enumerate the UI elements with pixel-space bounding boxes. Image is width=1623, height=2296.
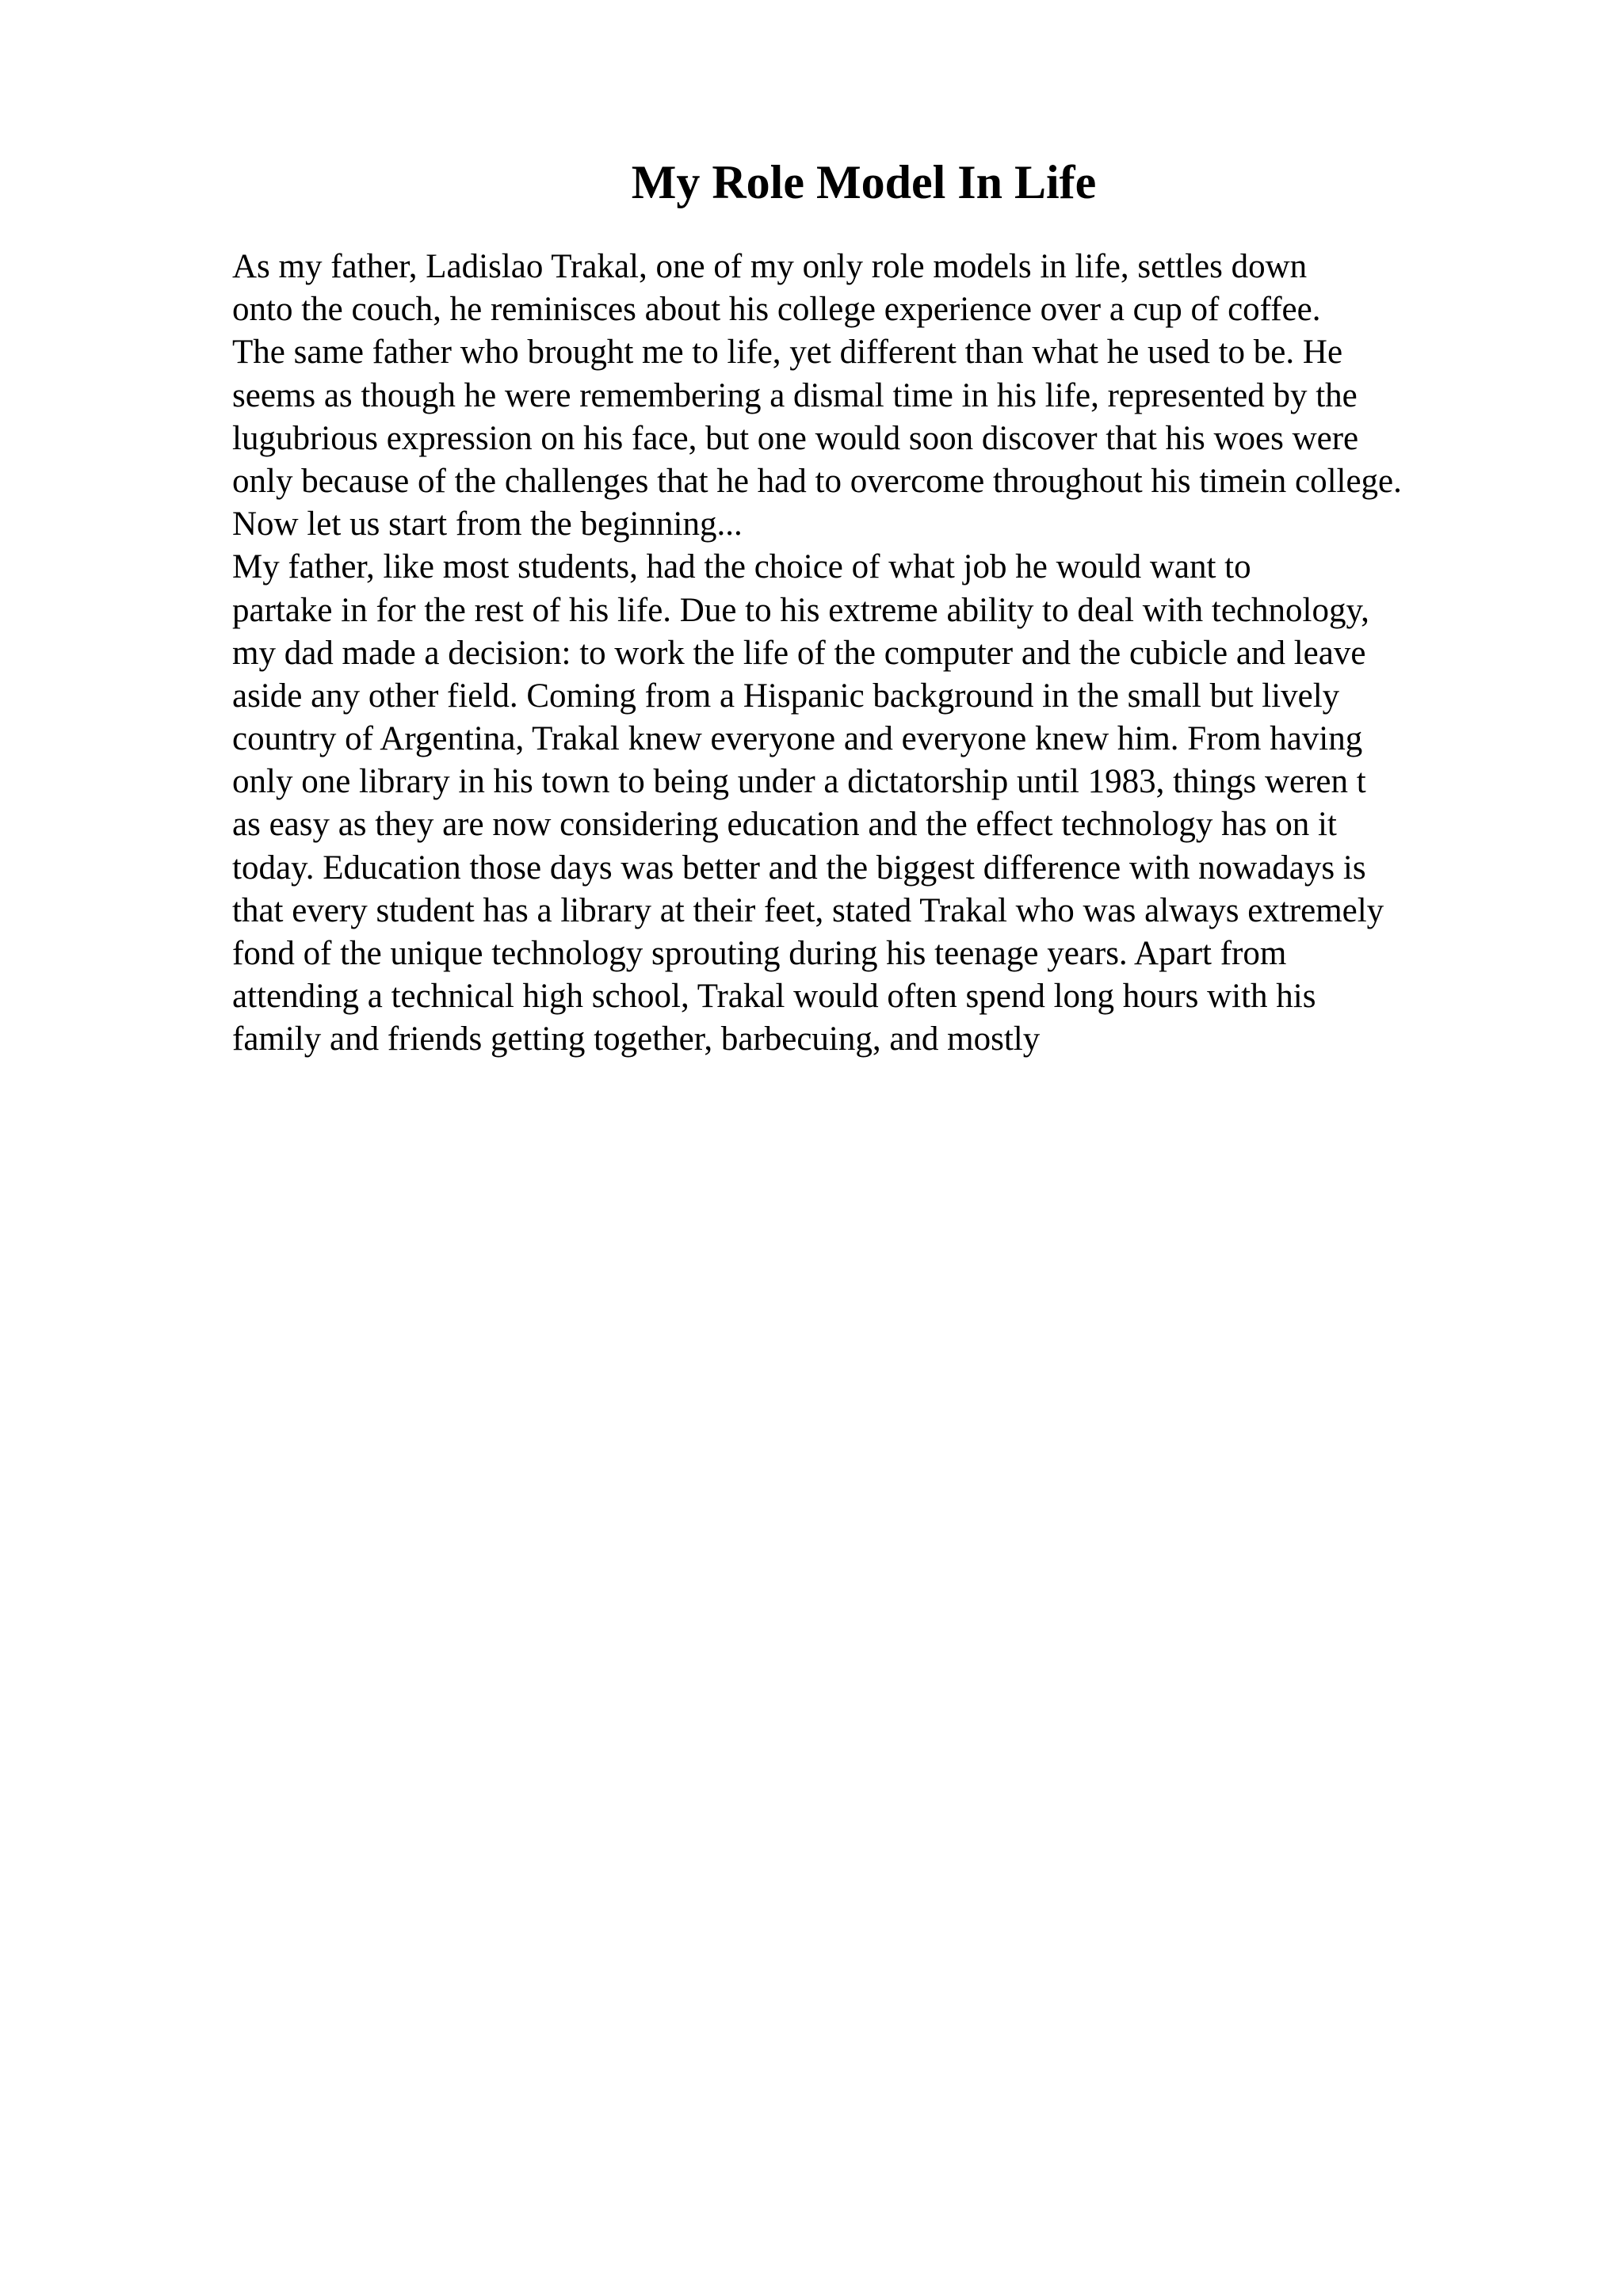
body-line: Now let us start from the beginning... (232, 505, 743, 543)
body-line: As my father, Ladislao Trakal, one of my only role models in life, settles down (232, 248, 1308, 285)
body-line: only one library in his town to being under a dictatorship until 1983, things weren t (232, 763, 1366, 801)
body-line: today. Education those days was better and the biggest difference with nowadays is (232, 849, 1366, 887)
document-body (232, 246, 1595, 1062)
body-line: only because of the challenges that he had to overcome throughout his timein college. (232, 462, 1402, 500)
body-line: seems as though he were remembering a dismal time in his life, represented by the (232, 376, 1358, 414)
body-line: attending a technical high school, Trakal would often spend long hours with his (232, 978, 1316, 1016)
body-line: My father, like most students, had the choice of what job he would want to (232, 548, 1251, 586)
body-line: that every student has a library at their feet, stated Trakal who was always extremely (232, 891, 1384, 929)
body-line: The same father who brought me to life, yet different than what he used to be. He (232, 334, 1343, 372)
body-line: lugubrious expression on his face, but one would soon discover that his woes were (232, 419, 1359, 457)
body-line: family and friends getting together, barbecuing, and mostly (232, 1020, 1041, 1058)
body-line: country of Argentina, Trakal knew everyone and everyone knew him. From having (232, 720, 1363, 758)
body-line: fond of the unique technology sprouting during his teenage years. Apart from (232, 935, 1287, 972)
body-line: my dad made a decision: to work the life of the computer and the cubicle and leave (232, 634, 1366, 672)
body-line: partake in for the rest of his life. Due to his extreme ability to deal with technology, (232, 591, 1369, 629)
body-line: as easy as they are now considering education and the effect technology has on it (232, 806, 1337, 844)
body-line: aside any other field. Coming from a Hispanic background in the small but lively (232, 677, 1340, 715)
document-title: My Role Model In Life (631, 156, 1097, 208)
body-line: onto the couch, he reminisces about his college experience over a cup of coffee. (232, 291, 1321, 329)
